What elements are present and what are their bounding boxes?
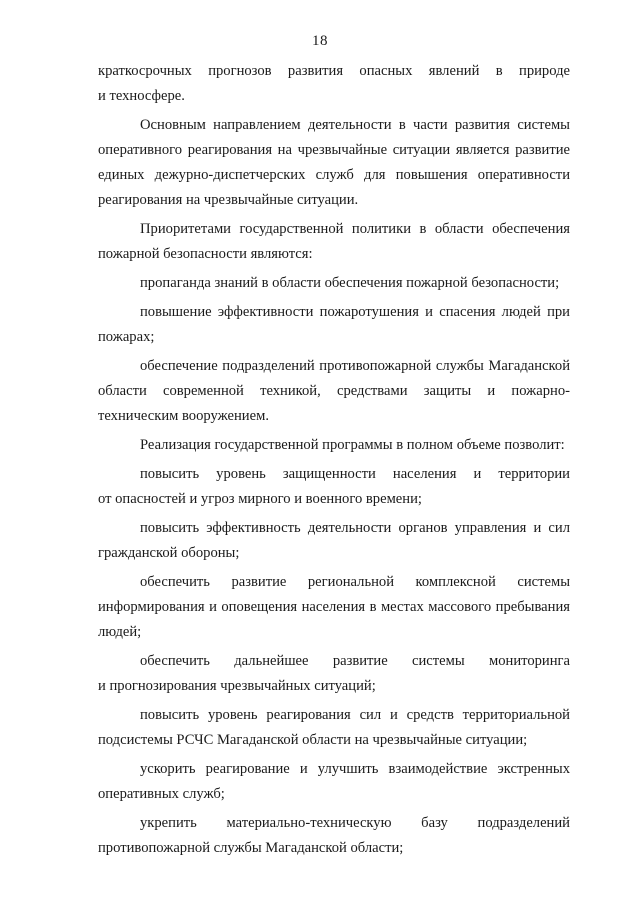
text-line: реагирования на чрезвычайные ситуации. (98, 192, 359, 208)
text-line: повышение эффективности пожаротушения и спасения людей при (140, 304, 570, 320)
text-line: противопожарной службы Магаданской области; (98, 840, 404, 856)
page-number: 18 (312, 33, 328, 49)
text-line: людей; (98, 624, 142, 640)
text-line: повысить уровень реагирования сил и средств территориальной (140, 707, 570, 723)
text-line: подсистемы РСЧС Магаданской области на чрезвычайные ситуации; (98, 732, 528, 748)
text-line: обеспечить дальнейшее развитие системы мониторинга (140, 653, 570, 669)
text-line: обеспечить развитие региональной комплексной системы (140, 574, 570, 590)
text-line: пожарной безопасности являются: (98, 246, 313, 262)
text-line: Приоритетами государственной политики в области обеспечения (140, 221, 570, 237)
text-line: оперативных служб; (98, 786, 225, 802)
text-line: области современной техникой, средствами защиты и пожарно- (98, 383, 570, 399)
text-line: краткосрочных прогнозов развития опасных явлений в природе (98, 63, 570, 79)
text-line: единых дежурно-диспетчерских служб для повышения оперативности (98, 167, 570, 183)
text-line: укрепить материально-техническую базу подразделений (140, 815, 570, 831)
text-line: от опасностей и угроз мирного и военного времени; (98, 491, 422, 507)
text-line: пожарах; (98, 329, 155, 345)
text-line: оперативного реагирования на чрезвычайные ситуации является развитие (98, 142, 570, 158)
text-line: техническим вооружением. (98, 408, 269, 424)
text-line: Реализация государственной программы в полном объеме позволит: (140, 437, 565, 453)
text-line: гражданской обороны; (98, 545, 240, 561)
text-line: пропаганда знаний в области обеспечения пожарной безопасности; (140, 275, 560, 291)
text-line: повысить уровень защищенности населения и территории (140, 466, 570, 482)
text-line: повысить эффективность деятельности органов управления и сил (140, 520, 570, 536)
text-line: ускорить реагирование и улучшить взаимодействие экстренных (140, 761, 570, 777)
text-line: Основным направлением деятельности в части развития системы (140, 117, 570, 133)
text-line: и техносфере. (98, 88, 185, 104)
text-line: информирования и оповещения населения в местах массового пребывания (98, 599, 570, 615)
text-line: обеспечение подразделений противопожарной службы Магаданской (140, 358, 570, 374)
text-line: и прогнозирования чрезвычайных ситуаций; (98, 678, 376, 694)
